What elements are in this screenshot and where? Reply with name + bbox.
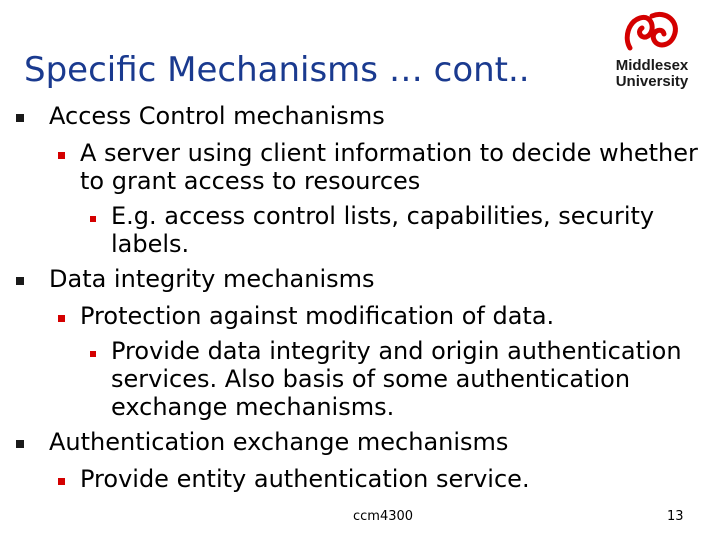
bullet-text: exchange mechanisms. xyxy=(111,393,395,421)
bullet-text: A server using client information to decide whether xyxy=(80,139,698,167)
bullet-text: Access Control mechanisms xyxy=(49,102,385,130)
slide-title: Specific Mechanisms … cont.. xyxy=(24,50,530,90)
bullet-text: E.g. access control lists, capabilities, security xyxy=(111,202,655,230)
bullet-square-icon xyxy=(58,478,65,485)
bullet-text: Provide data integrity and origin authentication xyxy=(111,337,682,365)
bullet-text: to grant access to resources xyxy=(80,167,421,195)
bullet-square-icon xyxy=(16,277,24,285)
bullet-text: Protection against modification of data. xyxy=(80,302,555,330)
bullet-square-icon xyxy=(90,216,96,222)
footer-course-code: ccm4300 xyxy=(353,509,414,524)
bullet-square-icon xyxy=(16,440,24,448)
bullet-square-icon xyxy=(16,114,24,122)
logo-text-line1: Middlesex xyxy=(615,57,689,74)
logo-text-line2: University xyxy=(615,73,689,90)
bullet-square-icon xyxy=(90,351,96,357)
bullet-text: labels. xyxy=(111,230,190,258)
bullet-text: Provide entity authentication service. xyxy=(80,465,530,493)
bullet-text: services. Also basis of some authentication xyxy=(111,365,631,393)
footer-page-number: 13 xyxy=(667,509,684,524)
bullet-square-icon xyxy=(58,315,65,322)
bullet-square-icon xyxy=(58,152,65,159)
bullet-text: Data integrity mechanisms xyxy=(49,265,375,293)
bullet-text: Authentication exchange mechanisms xyxy=(49,428,509,456)
